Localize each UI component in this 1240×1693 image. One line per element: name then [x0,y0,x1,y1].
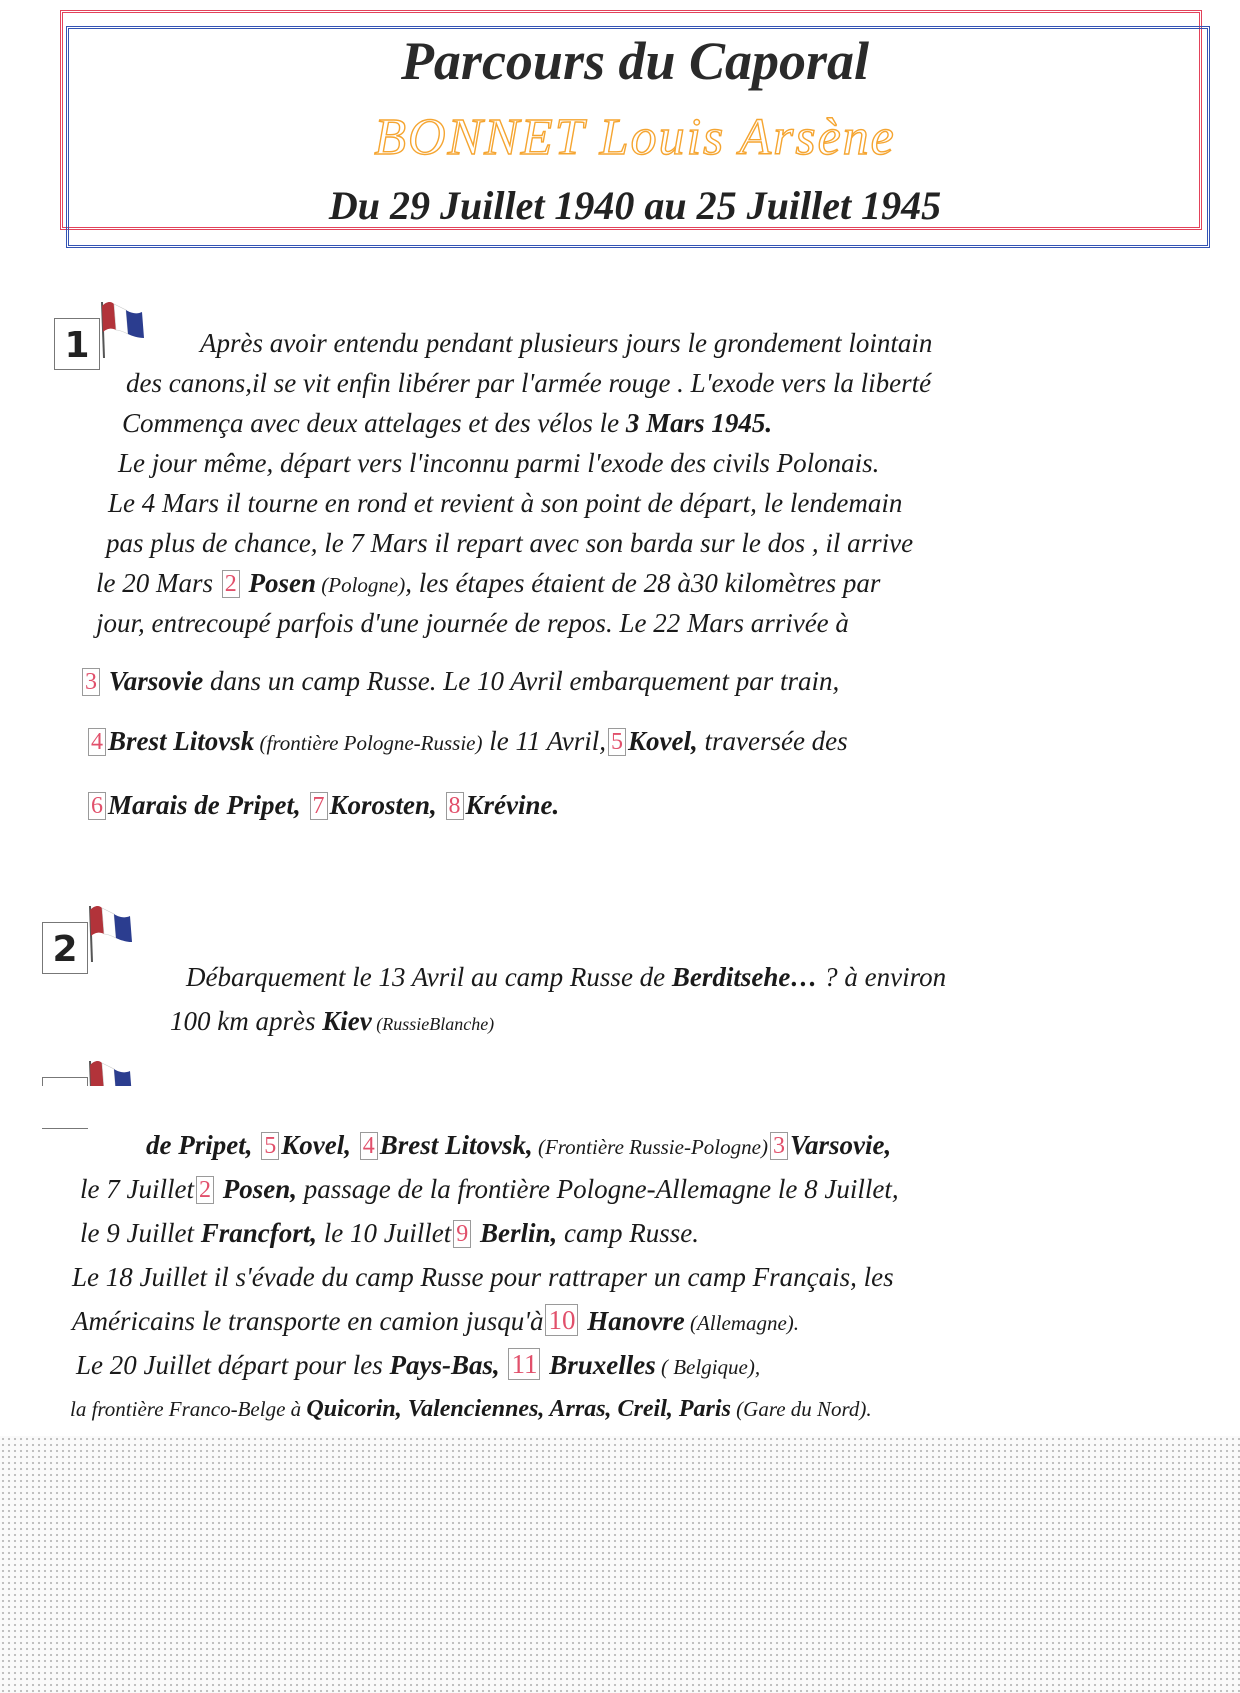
text-line: de Pripet, 5 Kovel, 4 Brest Litovsk, (Frontière Russie-Pologne) 3 Varsovie, [146,1128,1240,1166]
route-number: 3 [770,1132,788,1160]
route-number: 7 [310,792,328,820]
date-range: Du 29 Juillet 1940 au 25 Juillet 1945 [328,183,942,228]
route-number: 9 [453,1220,471,1248]
route-number: 2 [196,1176,214,1204]
text-line: le 20 Mars 2 Posen (Pologne), les étapes étaient de 28 à30 kilomètres par [96,568,881,598]
route-number: 8 [446,792,464,820]
text-line: Commença avec deux attelages et des vélos le 3 Mars 1945. [122,408,773,438]
text-line: Débarquement le 13 Avril au camp Russe de Berditsehe… ? à environ [186,962,947,992]
soldier-name: BONNET Louis Arsène [374,109,896,166]
text-line: jour, entrecoupé parfois d'une journée de repos. Le 22 Mars arrivée à [96,608,849,638]
text-line: le 7 Juillet 2 Posen, passage de la frontière Pologne-Allemagne le 8 Juillet, [80,1172,1240,1210]
route-number: 5 [608,728,626,756]
route-number: 5 [261,1132,279,1160]
step-number: 1 [64,325,90,366]
text-line: Le jour même, départ vers l'inconnu parmi l'exode des civils Polonais. [118,448,880,478]
text-line: 3 Varsovie dans un camp Russe. Le 10 Avril embarquement par train, [80,664,839,698]
route-number: 11 [508,1348,540,1380]
page-title: Parcours du Caporal [400,31,870,91]
text-line: 6 Marais de Pripet, 7 Korosten, 8 Krévine. [86,788,559,822]
text-line: 4 Brest Litovsk (frontière Pologne-Russie) le 11 Avril, 5 Kovel, traversée des [86,724,848,760]
text-line: 100 km après Kiev (RussieBlanche) [170,1006,495,1036]
text-line: la frontière Franco-Belge à Quicorin, Valenciennes, Arras, Creil, Paris (Gare du Nord). [70,1392,1240,1430]
text-line: Américains le transporte en camion jusqu'à 10 Hanovre (Allemagne). [72,1304,1240,1342]
blank-scan-area [0,1436,1240,1693]
text-line: le 9 Juillet Francfort, le 10 Juillet 9 Berlin, camp Russe. [80,1216,1240,1254]
white-band [0,1086,1240,1128]
route-number: 4 [360,1132,378,1160]
route-number: 10 [545,1304,578,1336]
step-number: 2 [52,929,78,970]
text-line: Le 20 Juillet départ pour les Pays-Bas, 11 Bruxelles ( Belgique), [76,1348,1240,1386]
text-line: des canons,il se vit enfin libérer par l'armée rouge . L'exode vers la liberté [126,368,932,398]
route-number: 4 [88,728,106,756]
text-line: Après avoir entendu pendant plusieurs jours le grondement lointain [200,328,933,358]
route-number: 2 [222,570,240,598]
text-line: Le 18 Juillet il s'évade du camp Russe pour rattraper un camp Français, les [72,1260,1240,1298]
route-number: 6 [88,792,106,820]
route-number: 3 [82,668,100,696]
text-line: Le 4 Mars il tourne en rond et revient à son point de départ, le lendemain [108,488,903,518]
text-line: pas plus de chance, le 7 Mars il repart avec son barda sur le dos , il arrive [106,528,914,558]
